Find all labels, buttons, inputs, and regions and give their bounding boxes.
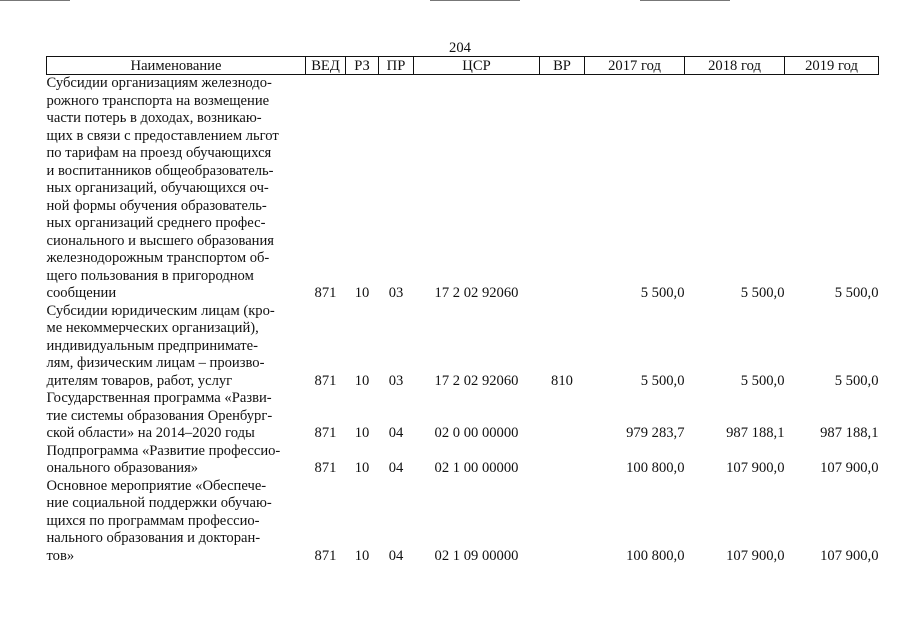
cell-pr: 04	[388, 547, 404, 564]
header-2019: 2019 год	[785, 57, 879, 75]
cell-y2018: 987 188,1	[726, 425, 785, 441]
row-name-line: индивидуальным предпринимате-	[46, 337, 258, 354]
cell-vr: 810	[551, 372, 573, 389]
table-row	[47, 390, 879, 443]
scan-edge-line-left	[0, 0, 70, 1]
header-csr: ЦСР	[414, 57, 540, 75]
row-name	[47, 303, 306, 391]
cell-csr: 02 1 09 00000	[434, 547, 519, 564]
row-name	[47, 75, 306, 303]
cell-y2018: 5 500,0	[740, 372, 785, 389]
row-name	[47, 478, 306, 566]
row-name-line: ской области» на 2014–2020 годы	[46, 425, 255, 441]
row-name-line: тов»	[46, 547, 75, 564]
row-name-line: нального образования и докторан-	[46, 530, 261, 546]
table-row	[47, 443, 879, 478]
scan-edge-line-right	[640, 0, 730, 1]
row-name-line: ние социальной поддержки обучаю-	[46, 495, 272, 511]
row-name-line: дителям товаров, работ, услуг	[46, 372, 233, 389]
header-vr: ВР	[540, 57, 585, 75]
row-name-line: рожного транспорта на возмещение	[46, 92, 270, 109]
row-name-line: Основное мероприятие «Обеспече-	[46, 477, 267, 494]
row-name-line: по тарифам на проезд обучающихся	[46, 145, 272, 161]
cell-y2017: 100 800,0	[626, 460, 685, 476]
cell-rz: 10	[354, 372, 370, 389]
cell-ved: 871	[314, 285, 337, 301]
cell-ved: 871	[314, 460, 337, 476]
cell-rz: 10	[354, 460, 370, 476]
cell-ved: 871	[314, 425, 337, 441]
header-name: Наименование	[47, 57, 306, 75]
cell-rz: 10	[354, 547, 370, 564]
row-name	[47, 443, 306, 478]
header-2018: 2018 год	[685, 57, 785, 75]
table-row	[47, 478, 879, 566]
cell-y2018: 5 500,0	[740, 285, 785, 301]
row-name-line: ных организаций, обучающихся оч-	[46, 180, 269, 196]
row-name	[47, 390, 306, 443]
cell-y2019: 987 188,1	[820, 425, 879, 441]
table-row	[47, 303, 879, 391]
row-name-line: сионального и высшего образования	[46, 232, 275, 249]
cell-y2019: 107 900,0	[820, 547, 879, 564]
row-name-line: лям, физическим лицам – произво-	[46, 355, 265, 371]
header-rz: РЗ	[346, 57, 379, 75]
cell-y2017: 5 500,0	[640, 372, 685, 389]
header-2017: 2017 год	[585, 57, 685, 75]
cell-y2018: 107 900,0	[726, 547, 785, 564]
row-name-line: тие системы образования Оренбург-	[46, 407, 273, 424]
cell-rz: 10	[354, 285, 370, 301]
row-name-line: ных организаций среднего профес-	[46, 215, 266, 231]
row-name-line: Государственная программа «Разви-	[46, 390, 272, 406]
row-name-line: щего пользования в пригородном	[46, 267, 254, 284]
cell-vr	[540, 75, 585, 303]
row-name-line: ной формы обучения образователь-	[46, 197, 267, 214]
cell-vr	[540, 390, 585, 443]
header-pr: ПР	[379, 57, 414, 75]
cell-y2017: 979 283,7	[626, 425, 685, 441]
cell-y2019: 107 900,0	[820, 460, 879, 476]
cell-ved: 871	[314, 547, 337, 564]
cell-pr: 04	[388, 425, 404, 441]
scan-edge-line-mid	[430, 0, 520, 1]
row-name-line: сообщении	[46, 285, 117, 301]
cell-rz: 10	[354, 425, 370, 441]
cell-pr: 03	[388, 372, 404, 389]
cell-csr: 02 1 00 00000	[434, 460, 519, 476]
table-row	[47, 75, 879, 303]
row-name-line: онального образования»	[46, 460, 199, 476]
page-number: 204	[449, 40, 471, 56]
cell-y2018: 107 900,0	[726, 460, 785, 476]
cell-csr: 02 0 00 00000	[434, 425, 519, 441]
row-name-line: Субсидии юридическим лицам (кро-	[46, 302, 275, 319]
row-name-line: щих в связи с предоставлением льгот	[46, 127, 279, 144]
cell-y2019: 5 500,0	[834, 372, 879, 389]
cell-vr	[540, 478, 585, 566]
cell-vr	[540, 443, 585, 478]
cell-y2019: 5 500,0	[834, 285, 879, 301]
row-name-line: Подпрограмма «Развитие профессио-	[46, 442, 281, 459]
cell-y2017: 100 800,0	[626, 547, 685, 564]
row-name-line: Субсидии организациям железнодо-	[46, 75, 272, 91]
cell-pr: 03	[388, 285, 404, 301]
cell-pr: 04	[388, 460, 404, 476]
row-name-line: и воспитанников общеобразователь-	[46, 162, 274, 179]
cell-ved: 871	[314, 372, 337, 389]
table-header-row	[47, 57, 879, 75]
row-name-line: железнодорожным транспортом об-	[46, 250, 270, 266]
row-name-line: ме некоммерческих организаций),	[46, 320, 259, 336]
budget-table	[46, 56, 879, 565]
cell-csr: 17 2 02 92060	[434, 285, 519, 301]
header-ved: ВЕД	[306, 57, 346, 75]
row-name-line: части потерь в доходах, возникаю-	[46, 110, 262, 126]
cell-y2017: 5 500,0	[640, 285, 685, 301]
row-name-line: щихся по программам профессио-	[46, 512, 260, 529]
cell-csr: 17 2 02 92060	[434, 372, 519, 389]
